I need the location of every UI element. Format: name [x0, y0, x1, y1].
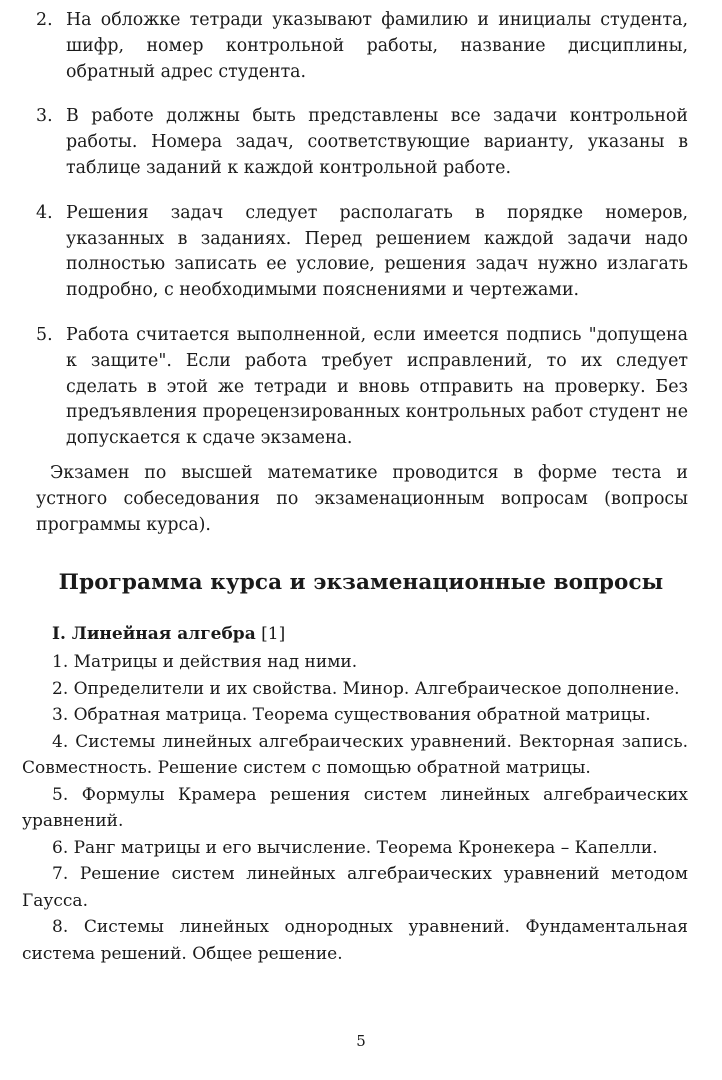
requirement-item: [36, 323, 688, 452]
exam-question: 7. Решение систем линейных алгебраических уравнений методом Гаусса.: [22, 864, 688, 911]
item-number: 3.: [36, 106, 53, 127]
course-program-section: [22, 622, 688, 967]
exam-question: 3. Обратная матрица. Теорема существования обратной матрицы.: [52, 705, 651, 725]
item-number: 5.: [36, 324, 53, 345]
item-text: Работа считается выполненной, если имеется подпись "допущена к защите". Если работа требует исправлений, то их следует сделать в этой же тетради и вновь отправить на проверку. Без предъявления прорецензированных контрольных работ студент не допускается к сдаче экзамена.: [66, 324, 688, 449]
exam-question: 4. Системы линейных алгебраических уравнений. Векторная запись. Совместность. Решение систем с помощью обратной матрицы.: [22, 731, 688, 778]
section-title: [52, 622, 688, 647]
item-text: Решения задач следует располагать в порядке номеров, указанных в заданиях. Перед решением каждой задачи надо полностью записать ее условие, решения задач нужно излагать подробно, с необходимыми пояснениями и чертежами.: [66, 202, 688, 301]
item-text: На обложке тетради указывают фамилию и инициалы студента, шифр, номер контрольной работы, название дисциплины, обратный адрес студента.: [66, 10, 688, 82]
section-heading: Программа курса и экзаменационные вопросы: [58, 570, 664, 595]
item-number: 2.: [36, 10, 53, 30]
exam-question: 6. Ранг матрицы и его вычисление. Теорема Кронекера – Капелли.: [52, 837, 658, 858]
section-title-ref: [1]: [261, 624, 286, 644]
requirement-item: [36, 104, 688, 181]
exam-paragraph: Экзамен по высшей математике проводится в форме теста и устного собеседования по экзаменационным вопросам (вопросы программы курса).: [36, 463, 688, 535]
exam-question: 8. Системы линейных однородных уравнений. Фундаментальная система решений. Общее решение.: [22, 917, 688, 964]
exam-question: 2. Определители и их свойства. Минор. Алгебраическое дополнение.: [52, 678, 680, 699]
exam-question: 1. Матрицы и действия над ними.: [52, 652, 358, 672]
exam-question: 5. Формулы Крамера решения систем линейных алгебраических уравнений.: [22, 784, 688, 831]
page-number: 5: [356, 1032, 366, 1050]
item-number: 4.: [36, 202, 53, 223]
requirement-item: [36, 201, 688, 304]
requirement-item: [36, 8, 688, 85]
section-title-bold: I. Линейная алгебра: [52, 624, 256, 644]
requirements-list: [36, 8, 688, 471]
item-text: В работе должны быть представлены все задачи контрольной работы. Номера задач, соответствующие варианту, указаны в таблице заданий к каждой контрольной работе.: [66, 106, 688, 178]
